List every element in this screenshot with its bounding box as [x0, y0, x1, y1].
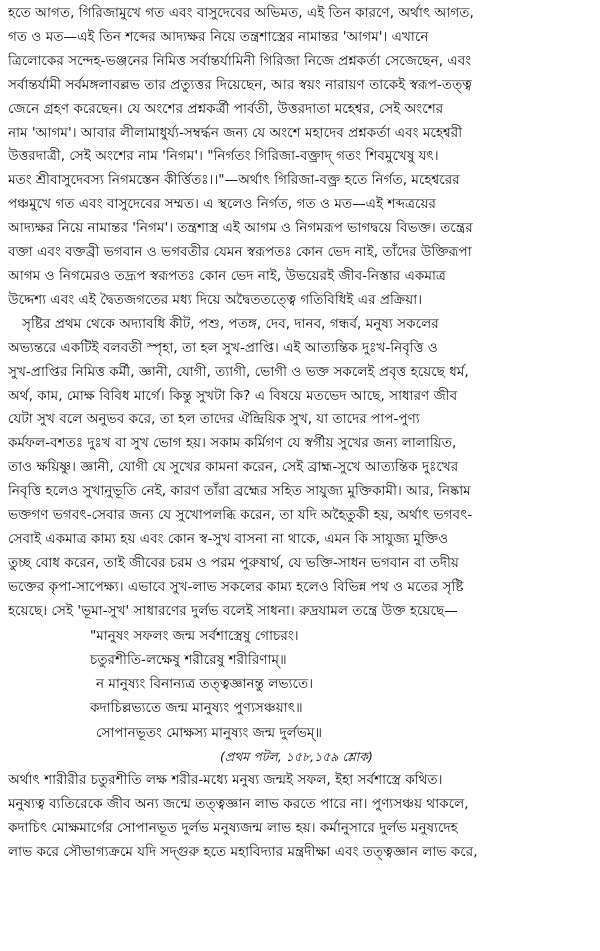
text-line: উদ্দেশ্য এবং এই দ্বৈতজগতের মধ্য দিয়ে অদ্বৈততত্ত্বে গতিবিধিই এর প্রক্রিয়া।	[8, 291, 423, 308]
text-line: সর্বান্তর্যামী সর্বমঙ্গলাবল্লভ তার প্রত্যুত্তর দিয়েছেন, আর স্বয়ং নারায়ণ তাকেই স্বরূপ-তত্ত্ব	[8, 76, 472, 93]
text-line: হতে আগত, গিরিজামুখে গত এবং বাসুদেবের অভিমত, এই তিন কারণে, অর্থাৎ আগত,	[8, 5, 474, 21]
text-line: লাভ করে সৌভাগ্যক্রমে যদি সদ্গুরু হতে মহাবিদ্যার মন্ত্রদীক্ষা এবং তত্ত্বজ্ঞান লাভ করে,	[8, 843, 478, 860]
text-line: ভক্তগণ ভগবৎ-সেবার জন্য যে সুখোপলব্ধি করেন, তা যদি অহৈতুকী হয়, অর্থাৎ ভগবৎ-	[8, 507, 473, 524]
verse-line: সোপানভূতং মোক্ষস্য মানুষ্যং জন্ম দুর্লভম্॥	[96, 724, 323, 741]
text-line: ত্রিলোকের সন্দেহ-ভঞ্জনের নিমিত্ত সর্বান্তর্যামিনী গিরিজা নিজে প্রশ্নকর্তা সেজেছেন, এবং	[8, 52, 472, 69]
verse-line: চতুরশীতি-লক্ষেষু শরীরেষু শরীরিণাম্॥	[90, 651, 287, 668]
paragraph-agam-nigam	[8, 2, 594, 313]
text-line: হয়েছে। সেই 'ভূমা-সুখ' সাধারণের দুর্লভ বলেই সাধনা। রুদ্রযামল তন্ত্রে উক্ত হয়েছে—	[8, 602, 458, 619]
verse-line: ন মানুষ্যং বিনান্যত্র তত্ত্বজ্ঞানন্তু লভ্যতে।	[96, 676, 314, 693]
text-line: যেটা সুখ বলে অনুভব করে, তা হল তাদের ঐন্দ্রিয়িক সুখ, যা তাদের পাপ-পুণ্য	[8, 411, 420, 428]
text-line: অর্থ, কাম, মোক্ষ বিবিধ মার্গে। কিন্তু সুখটা কি? এ বিষয়ে মতভেদ আছে, সাধারণ জীব	[8, 387, 458, 404]
text-line: মনুষ্যত্ব ব্যতিরেকে জীব অন্য জন্মে তত্ত্বজ্ঞান লাভ করতে পারে না। পুণ্যসঞ্চয় থাকলে,	[8, 795, 469, 812]
text-line: অভ্যন্তরে একটিই বলবতী স্পৃহা, তা হল সুখ-প্রাপ্তি। এই আত্যন্তিক দুঃখ-নিবৃত্তি ও	[8, 339, 438, 356]
text-line: সুখ-প্রাপ্তির নিমিত্ত কর্মী, জ্ঞানী, যোগী, ত্যাগী, ভোগী ও ভক্ত সকলেই প্রবৃত্ত হয়েছে ধর্ম,	[8, 363, 469, 380]
text-line: আগম ও নিগমেরও তদ্রূপ স্বরূপতঃ কোন ভেদ নাই, উভয়েরই জীব-নিস্তার একমাত্র	[8, 267, 446, 284]
text-line: আদ্যক্ষর নিয়ে নামান্তর 'নিগম'। তন্ত্রশাস্ত্র এই আগম ও নিগমরূপ ভাগদ্বয়ে বিভক্ত। তন্ত্রের	[8, 220, 473, 237]
verse-line: কদাচিল্লভ্যতে জন্ম মানুষ্যং পুণ্যসঞ্চয়াৎ॥	[90, 700, 303, 717]
text-line: তাও ক্ষয়িষ্ণু। জ্ঞানী, যোগী যে সুখের কামনা করেন, সেই ব্রাহ্ম-সুখে আত্যন্তিক দুঃখের	[8, 459, 459, 476]
text-line: সৃষ্টির প্রথম থেকে অদ্যাবধি কীট, পশু, পতঙ্গ, দেব, দানব, গন্ধর্ব, মনুষ্য সকলের	[22, 315, 439, 332]
verse-line: "মানুষং সফলং জন্ম সর্বশাস্ত্রেষু গোচরং।	[90, 627, 299, 644]
paragraph-sukh-prapti	[8, 313, 594, 624]
sanskrit-verse-block	[8, 624, 594, 745]
text-line: নাম 'আগম'। আবার লীলামাধুর্য্য-সম্বর্দ্ধন জন্য যে অংশে মহাদেব প্রশ্নকর্তা এবং মহেশ্বরী	[8, 124, 463, 141]
verse-citation: (প্রথম পটল, ১৫৮,১৫৯ শ্লোক)	[220, 749, 373, 765]
text-line: অর্থাৎ শারীরীর চতুরশীতি লক্ষ শরীর-মধ্যে মনুষ্য জন্মই সফল, ইহা সর্বশাস্ত্রে কথিত।	[8, 772, 443, 789]
text-line: ভক্তের কৃপা-সাপেক্ষ্য। এভাবে সুখ-লাভ সকলের কাম্য হলেও বিভিন্ন পথ ও মতের সৃষ্টি	[8, 578, 464, 595]
text-line: তুচ্ছ বোধ করেন, তাই জীবের চরম ও পরম পুরুষার্থ, যে ভক্তি-সাধন ভগবান বা তদীয়	[8, 554, 459, 571]
text-line: কদাচিৎ মোক্ষমার্গের সোপানভূত দুর্লভ মনুষ্যজন্ম লাভ হয়। কর্মানুসারে দুর্লভ মনুষ্যদেহ	[8, 819, 458, 836]
text-line: নিবৃত্তি হলেও সুখানুভূতি নেই, কারণ তাঁরা ব্রহ্মের সহিত সাযুজ্য মুক্তিকামী। আর, নিষ্কাম	[8, 483, 471, 500]
text-line: কর্মফল-বশতঃ দুঃখ বা সুখ ভোগ হয়। সকাম কর্মিগণ যে স্বর্গীয় সুখের জন্য লালায়িত,	[8, 435, 457, 452]
text-line: সেবাই একমাত্র কাম্য হয় এবং কোন স্ব-সুখ বাসনা না থাকে, এমন কি সাযুজ্য মুক্তিও	[8, 530, 449, 547]
paragraph-manushya-janma	[8, 769, 594, 865]
text-line: উত্তরদাত্রী, সেই অংশের নাম 'নিগম'। "নির্গতং গিরিজা-বক্ত্রাদ্ গতং শিবমুখেষু যৎ।	[8, 148, 439, 165]
text-line: জেনে গ্রহণ করেছেন। যে অংশের প্রশ্নকর্ত্রী পার্বতী, উত্তরদাতা মহেশ্বর, সেই অংশের	[8, 100, 444, 117]
text-line: মতং শ্রীবাসুদেবস্য নিগমস্তেন কীর্ত্তিতঃ।।"—অর্থাৎ গিরিজা-বক্ত্র হতে নির্গত, মহেশ্বরের	[8, 172, 460, 189]
text-line: গত ও মত—এই তিন শব্দের আদ্যক্ষর নিয়ে তন্ত্রশাস্ত্রের নামান্তর 'আগম'। এখানে	[8, 28, 429, 45]
text-line: পঞ্চমুখে গত এবং বাসুদেবের সম্মত। এ স্থলেও নির্গত, গত ও মত—এই শব্দত্রয়ের	[8, 196, 436, 213]
text-line: বক্তা এবং বক্তব্রী ভগবান ও ভগবতীর যেমন স্বরূপতঃ কোন ভেদ নাই, তাঁদের উক্তিরূপা	[8, 244, 472, 261]
